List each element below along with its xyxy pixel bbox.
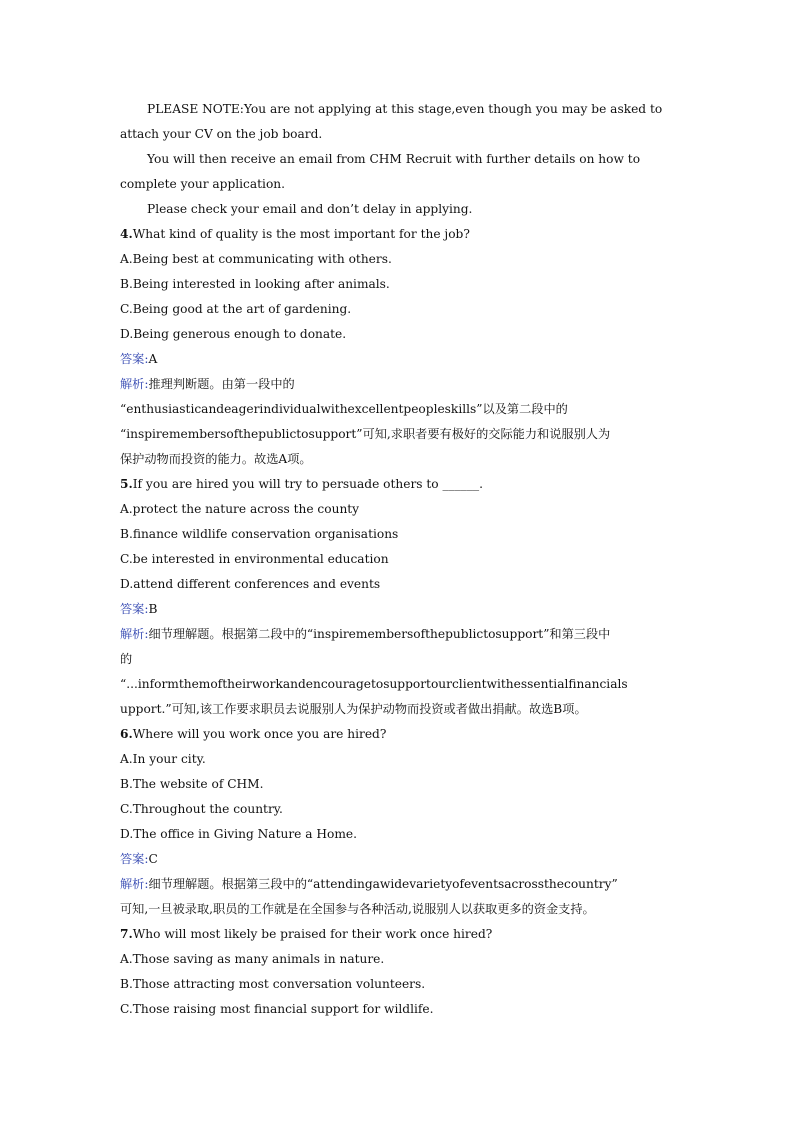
option: A.In your city. (120, 752, 206, 766)
intro-line: PLEASE NOTE:You are not applying at this stage,even though you may be asked to (147, 102, 663, 116)
question-text: If you are hired you will try to persuade others to ______. (132, 477, 483, 491)
option: B.Those attracting most conversation volunteers. (120, 977, 426, 991)
analysis-text: 的 (120, 652, 133, 666)
analysis-label: 解析: (120, 377, 149, 391)
option: C.Being good at the art of gardening. (120, 302, 352, 316)
analysis-text: 细节理解题。根据第二段中的“inspiremembersofthepublictosupport”和第三段中 (148, 627, 611, 641)
option: A.protect the nature across the county (120, 502, 360, 516)
analysis-text: “enthusiasticandeagerindividualwithexcellentpeopleskills”以及第二段中的 (120, 402, 568, 416)
analysis-text: upport.”可知,该工作要求职员去说服别人为保护动物而投资或者做出捐献。故选B项。 (120, 702, 587, 716)
intro-line: Please check your email and don’t delay in applying. (147, 202, 473, 216)
option: D.Being generous enough to donate. (120, 327, 347, 341)
analysis-label: 解析: (120, 627, 149, 641)
analysis-text: “inspiremembersofthepublictosupport”可知,求职者要有极好的交际能力和说服别人为 (120, 427, 611, 441)
intro-line: You will then receive an email from CHM Recruit with further details on how to (147, 152, 641, 166)
question-number: 6. (120, 727, 133, 741)
answer-label: 答案: (120, 852, 149, 866)
analysis-text: 细节理解题。根据第三段中的“attendingawidevarietyofeventsacrossthecountry” (148, 877, 618, 891)
analysis-label: 解析: (120, 877, 149, 891)
question-7 (120, 922, 676, 947)
option: C.Throughout the country. (120, 802, 283, 816)
answer-value: B (148, 602, 158, 616)
analysis-text: “...informthemoftheirworkandencouragetosupportourclientwithessentialfinancials (120, 677, 628, 691)
answer-value: C (148, 852, 158, 866)
analysis-line (120, 622, 676, 647)
question-6 (120, 722, 676, 747)
option: C.be interested in environmental education (120, 552, 389, 566)
answer-line (120, 347, 676, 372)
answer-value: A (148, 352, 158, 366)
question-number: 7. (120, 927, 133, 941)
question-number: 5. (120, 477, 133, 491)
option: D.The office in Giving Nature a Home. (120, 827, 357, 841)
question-5 (120, 472, 676, 497)
intro-line: attach your CV on the job board. (120, 127, 323, 141)
question-number: 4. (120, 227, 133, 241)
analysis-line (120, 372, 676, 397)
question-text: Where will you work once you are hired? (132, 727, 387, 741)
answer-line (120, 597, 676, 622)
answer-line (120, 847, 676, 872)
analysis-line (120, 872, 676, 897)
option: B.The website of CHM. (120, 777, 264, 791)
option: D.attend different conferences and events (120, 577, 381, 591)
intro-line: complete your application. (120, 177, 286, 191)
option: C.Those raising most financial support for wildlife. (120, 1002, 434, 1016)
analysis-text: 保护动物而投资的能力。故选A项。 (120, 452, 312, 466)
option: B.finance wildlife conservation organisations (120, 527, 399, 541)
document-page (120, 97, 676, 1022)
option: B.Being interested in looking after animals. (120, 277, 390, 291)
question-text: Who will most likely be praised for their work once hired? (132, 927, 493, 941)
analysis-text: 可知,一旦被录取,职员的工作就是在全国参与各种活动,说服别人以获取更多的资金支持。 (120, 902, 595, 916)
option: A.Those saving as many animals in nature. (120, 952, 385, 966)
answer-label: 答案: (120, 602, 149, 616)
question-text: What kind of quality is the most important for the job? (132, 227, 470, 241)
analysis-text: 推理判断题。由第一段中的 (148, 377, 295, 391)
question-4 (120, 222, 676, 247)
answer-label: 答案: (120, 352, 149, 366)
option: A.Being best at communicating with others. (120, 252, 392, 266)
